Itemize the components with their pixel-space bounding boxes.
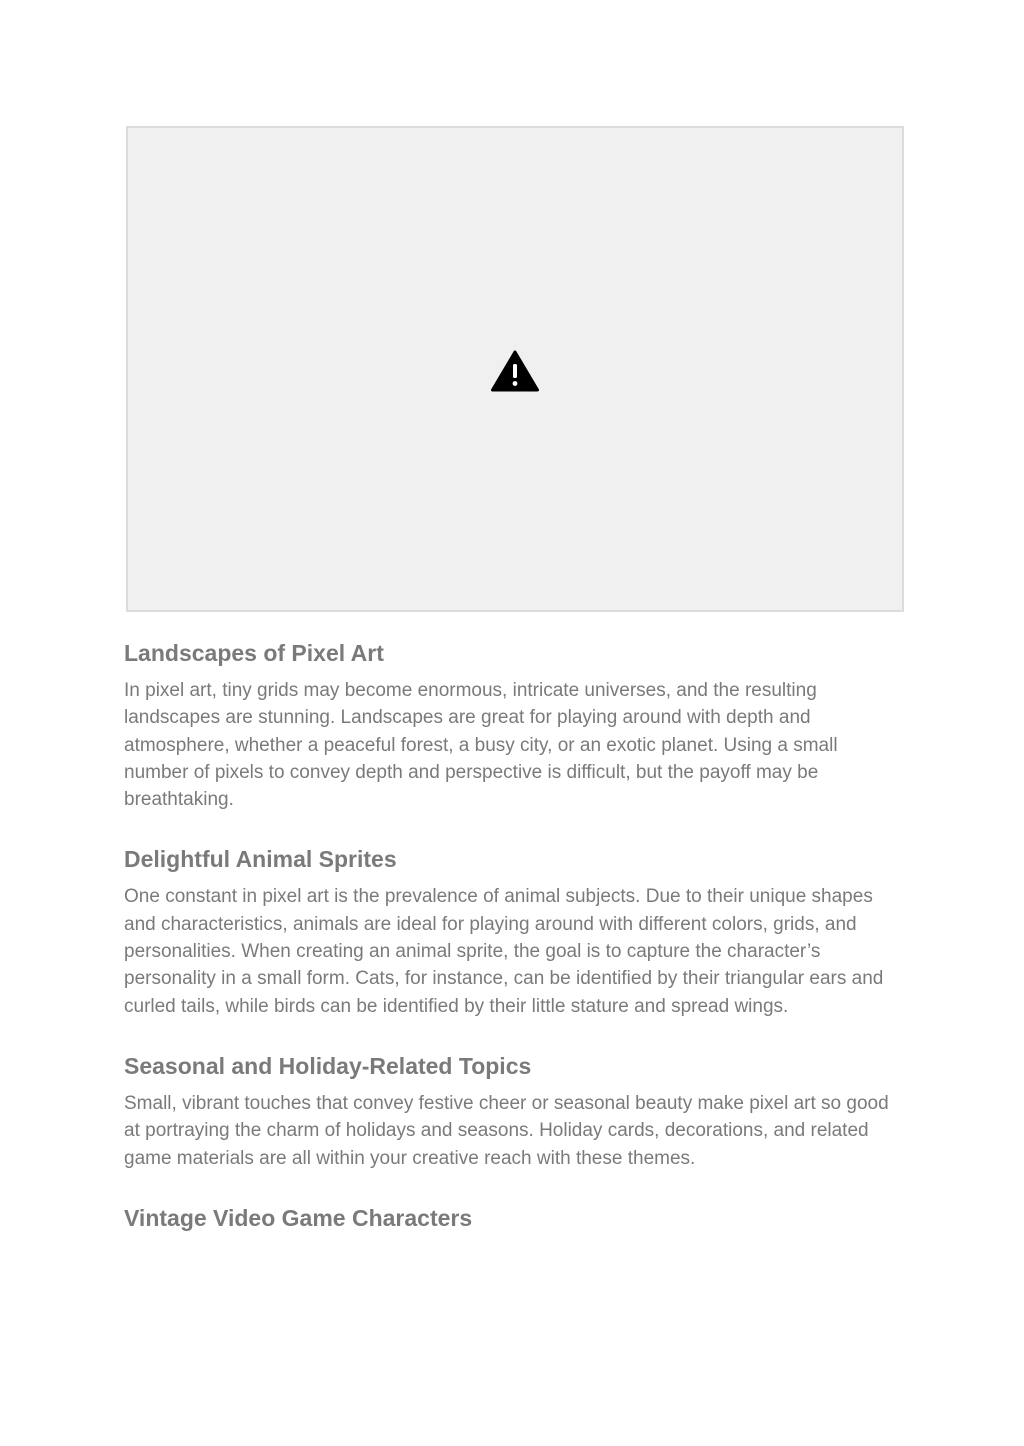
section-paragraph: One constant in pixel art is the prevalence of animal subjects. Due to their unique shapes and characteristics, animals are ideal for playing around with different colors, grids, and personalities. When creating an animal sprite, the goal is to capture the character’s personality in a small form. Cats, for instance, can be identified by their triangular ears and curled tails, while birds can be identified by their little stature and spread wings.: [124, 886, 884, 1017]
section-landscapes: [124, 636, 904, 813]
section-animal-sprites: [124, 842, 904, 1019]
section-heading: Delightful Animal Sprites: [124, 846, 397, 873]
section-vintage-characters: [124, 1201, 904, 1235]
section-paragraph: In pixel art, tiny grids may become enormous, intricate universes, and the resulting landscapes are stunning. Landscapes are great for playing around with depth and atmosphere, whether a peaceful forest, a busy city, or an exotic planet. Using a small number of pixels to convey depth and perspective is difficult, but the payoff may be breathtaking.: [124, 680, 838, 811]
section-paragraph: Small, vibrant touches that convey festive cheer or seasonal beauty make pixel art so good at portraying the charm of holidays and seasons. Holiday cards, decorations, and related game materials are all within your creative reach with these themes.: [124, 1092, 889, 1169]
section-heading: Vintage Video Game Characters: [124, 1204, 473, 1231]
article-content: [124, 636, 904, 1235]
warning-icon: [491, 350, 539, 392]
section-heading: Seasonal and Holiday-Related Topics: [124, 1052, 532, 1079]
section-heading: Landscapes of Pixel Art: [124, 640, 384, 666]
section-seasonal: [124, 1049, 904, 1172]
broken-image-placeholder: [126, 126, 904, 612]
